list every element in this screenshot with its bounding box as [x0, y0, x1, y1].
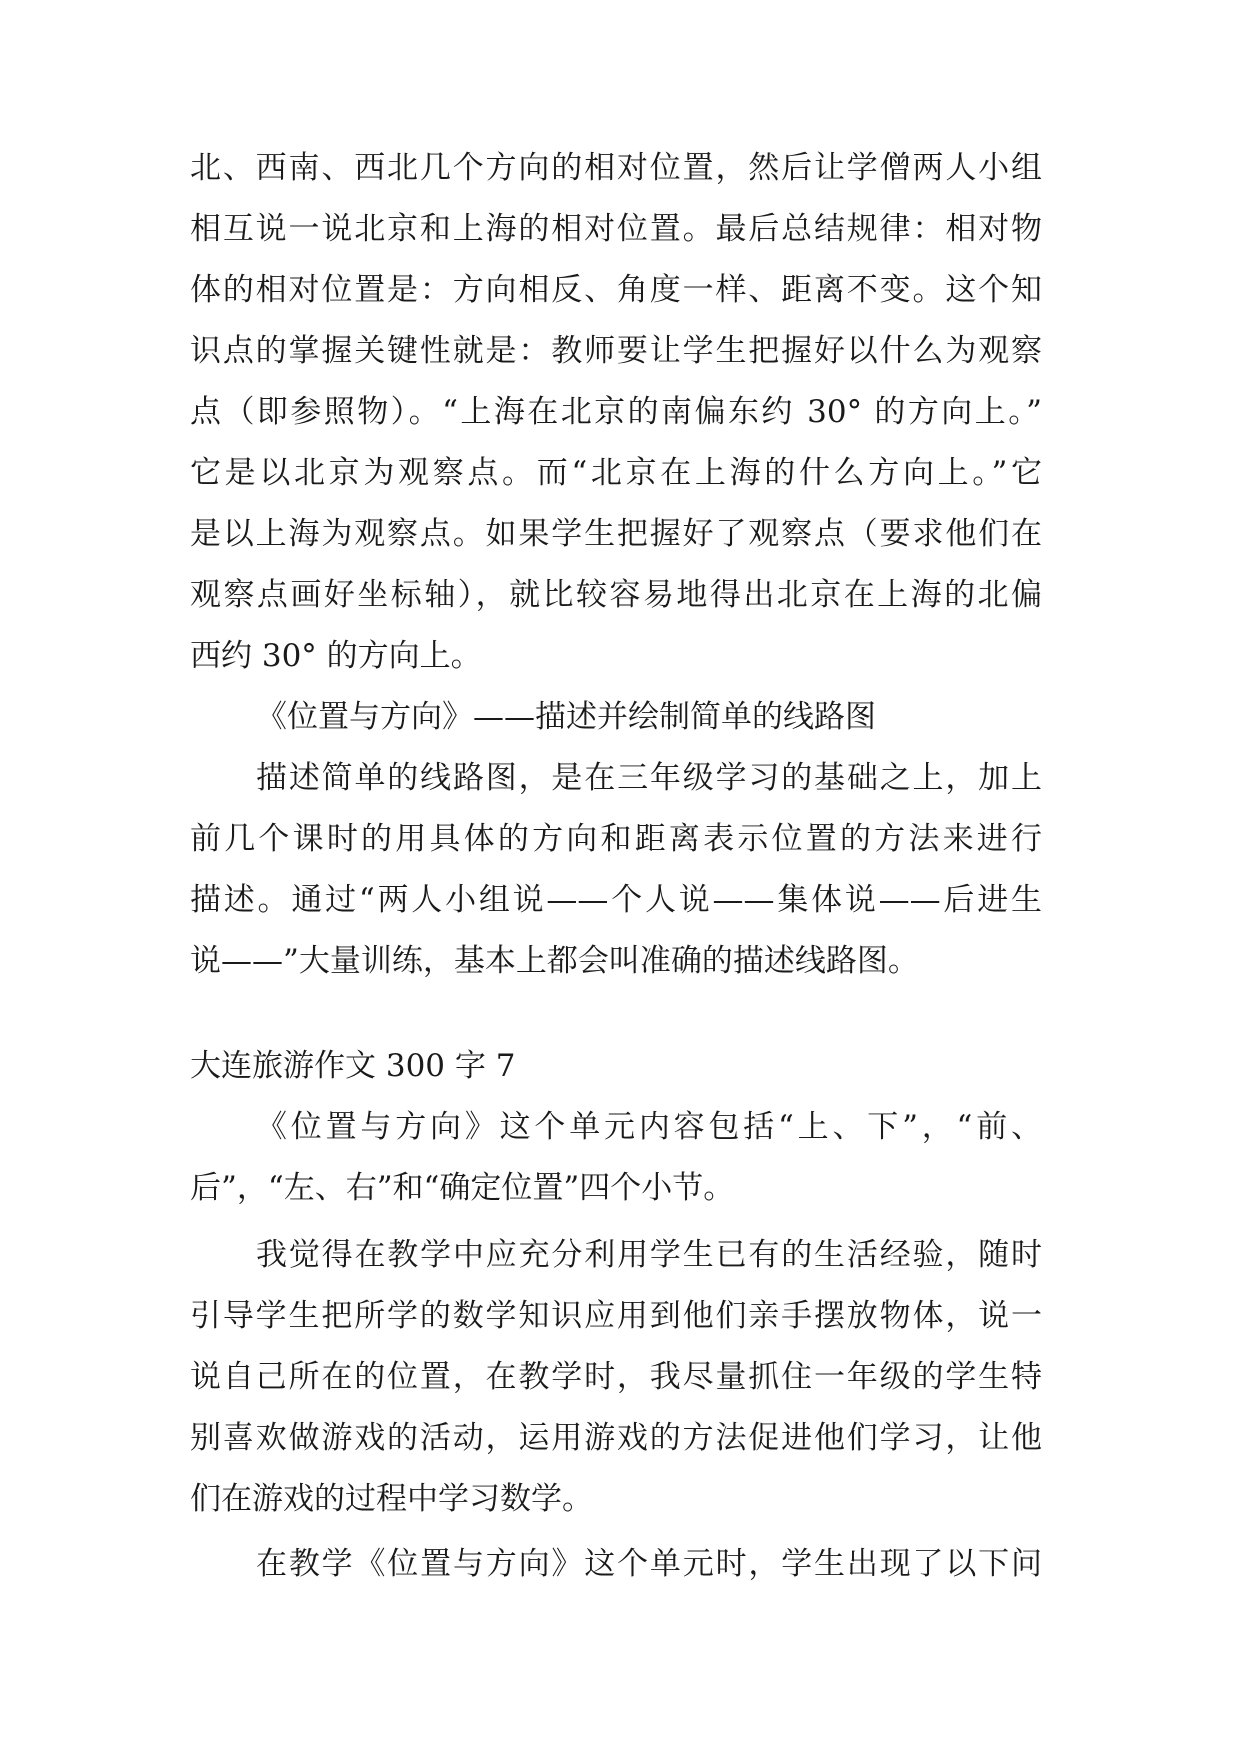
text-line: 是以上海为观察点。如果学生把握好了观察点（要求他们在: [190, 516, 1042, 552]
text-line: 说——”大量训练，基本上都会叫准确的描述线路图。: [190, 943, 919, 979]
subheading: 《位置与方向》——描述并绘制简单的线路图: [256, 699, 876, 735]
text-line: 相互说一说北京和上海的相对位置。最后总结规律：相对物: [190, 211, 1042, 247]
text-line: 引导学生把所学的数学知识应用到他们亲手摆放物体，说一: [190, 1298, 1042, 1334]
text-line: 观察点画好坐标轴），就比较容易地得出北京在上海的北偏: [190, 577, 1042, 613]
text-line: 描述。通过“两人小组说——个人说——集体说——后进生: [190, 882, 1042, 918]
text-line: 后”，“左、右”和“确定位置”四个小节。: [190, 1170, 735, 1206]
text-line: 识点的掌握关键性就是：教师要让学生把握好以什么为观察: [190, 333, 1042, 369]
text-line: 体的相对位置是：方向相反、角度一样、距离不变。这个知: [190, 272, 1042, 308]
section-title: 大连旅游作文 300 字 7: [190, 1048, 516, 1084]
text-line: 前几个课时的用具体的方向和距离表示位置的方法来进行: [190, 821, 1042, 857]
text-line: 点（即参照物）。“上海在北京的南偏东约 30° 的方向上。”: [190, 394, 1042, 430]
text-line: 西约 30° 的方向上。: [190, 638, 482, 674]
text-line: 别喜欢做游戏的活动，运用游戏的方法促进他们学习，让他: [190, 1420, 1042, 1456]
text-line: 北、西南、西北几个方向的相对位置，然后让学僧两人小组: [190, 150, 1042, 186]
text-line: 它是以北京为观察点。而“北京在上海的什么方向上。”它: [190, 455, 1042, 491]
text-line: 说自己所在的位置，在教学时，我尽量抓住一年级的学生特: [190, 1359, 1042, 1395]
text-line: 们在游戏的过程中学习数学。: [190, 1481, 593, 1517]
text-line: 描述简单的线路图，是在三年级学习的基础之上，加上: [256, 760, 1042, 796]
text-line: 在教学《位置与方向》这个单元时，学生出现了以下问: [256, 1546, 1042, 1582]
text-line: 《位置与方向》这个单元内容包括“上、下”，“前、: [256, 1109, 1042, 1145]
text-line: 我觉得在教学中应充分利用学生已有的生活经验，随时: [256, 1237, 1042, 1273]
